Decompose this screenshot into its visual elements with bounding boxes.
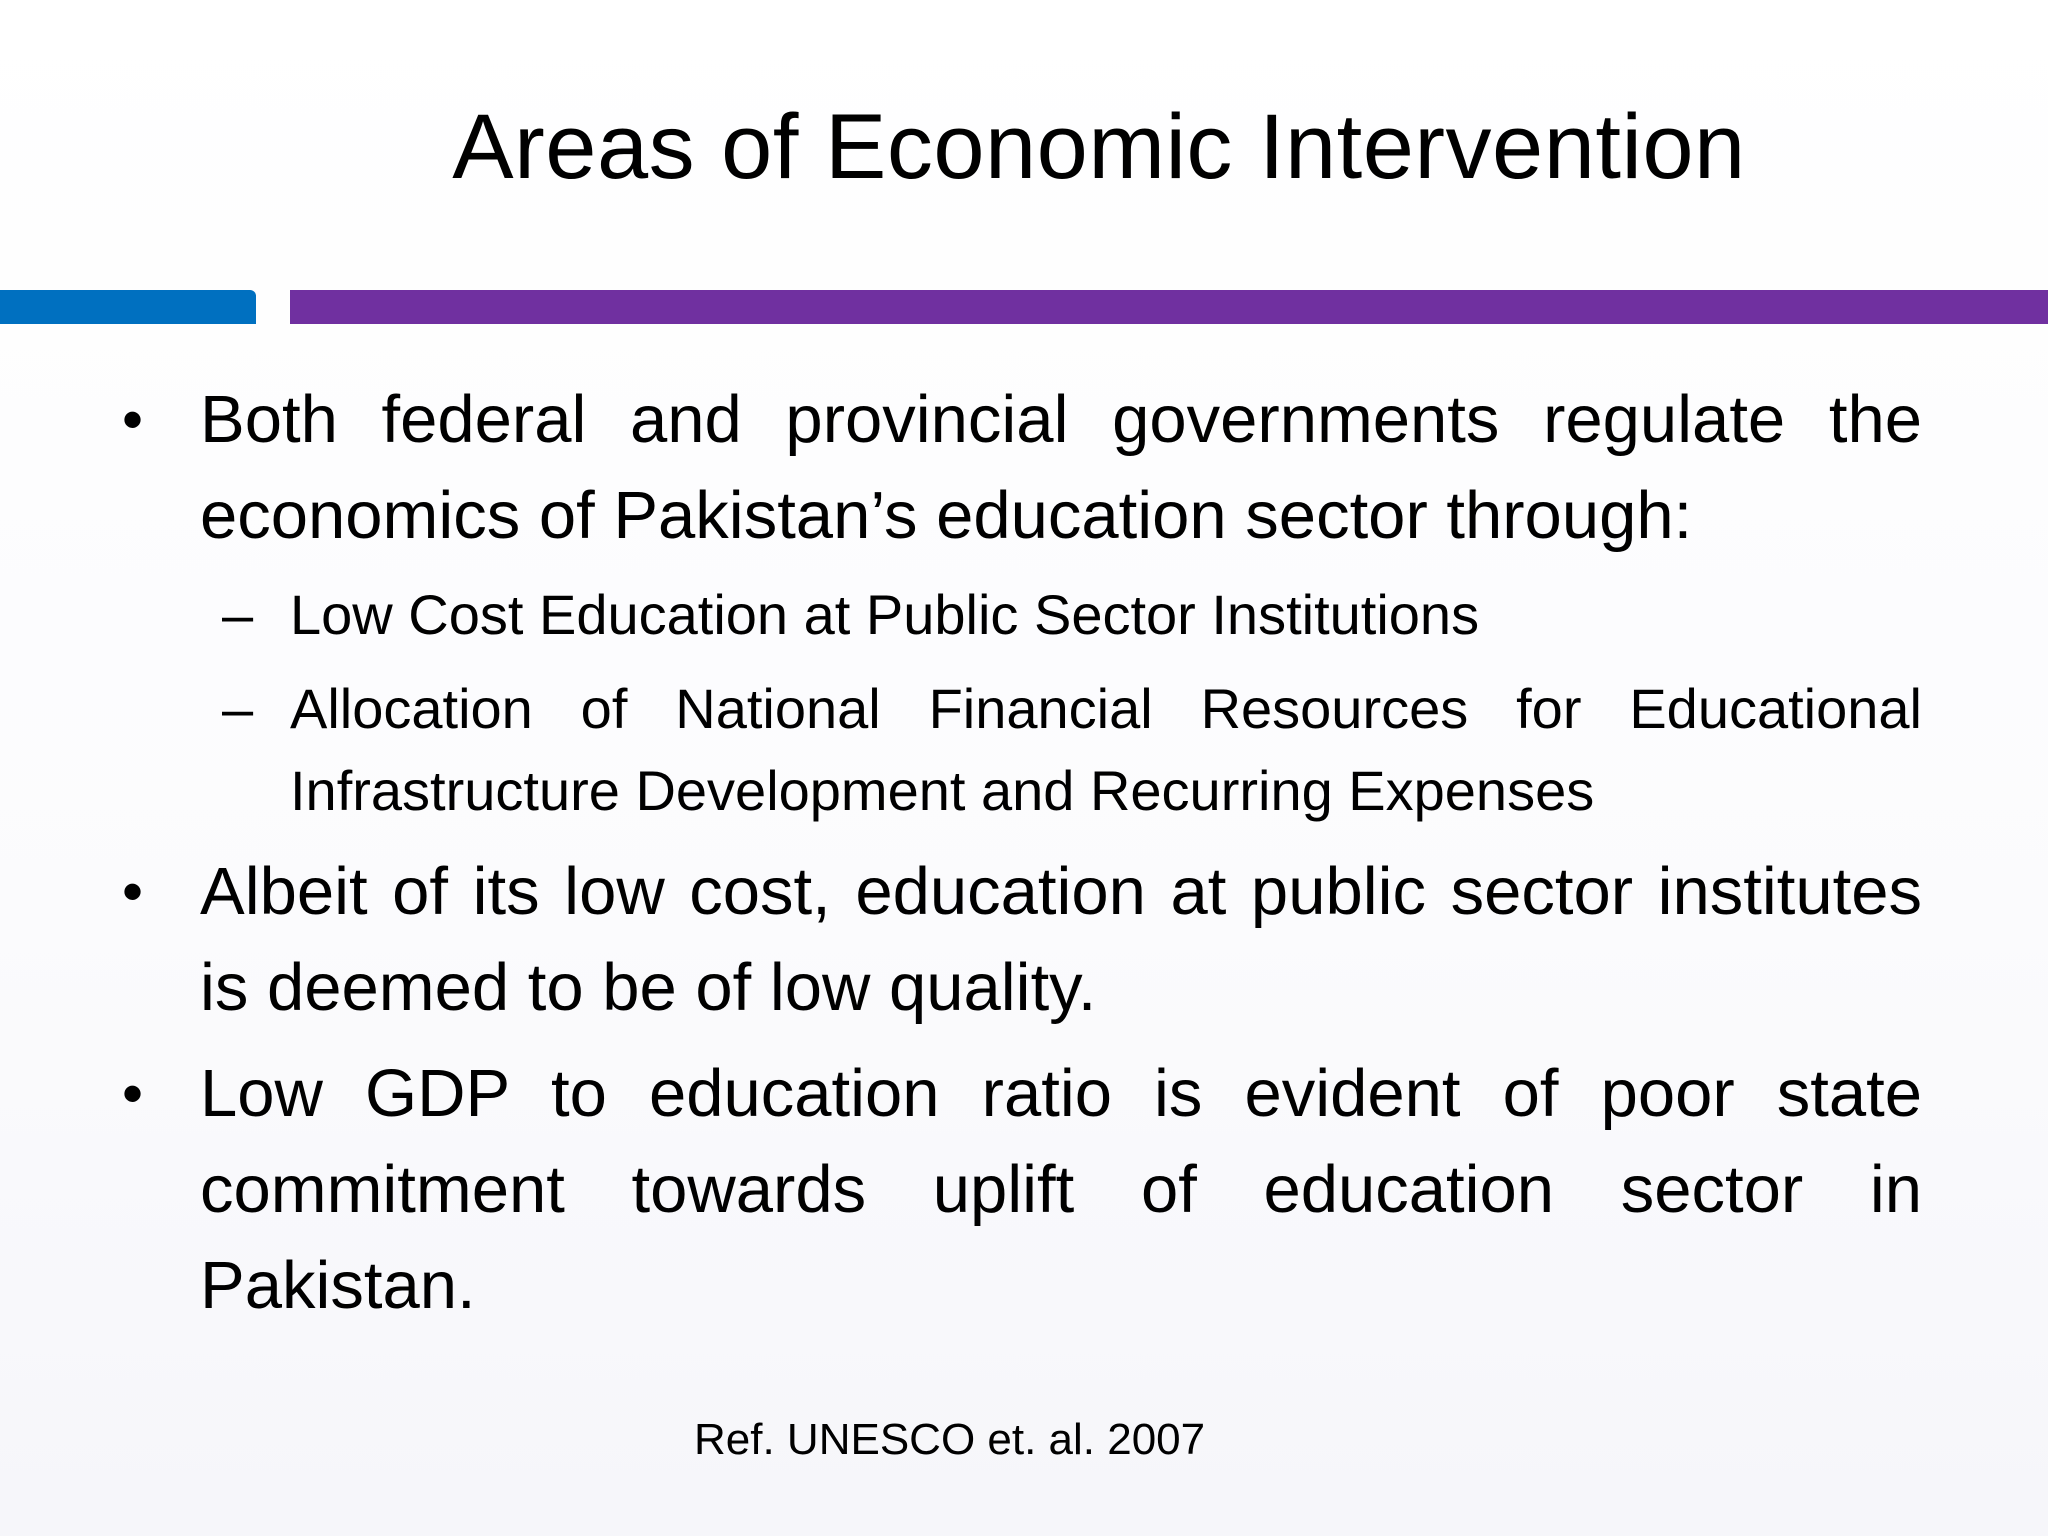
sub-bullet-text: Low Cost Education at Public Sector Institutions — [290, 583, 1480, 646]
sub-bullet-item — [118, 574, 1922, 656]
bullet-item — [118, 1046, 1922, 1334]
slide-title: Areas of Economic Intervention — [452, 96, 1746, 198]
accent-bar-purple — [290, 290, 2048, 324]
bullet-icon: • — [122, 386, 144, 453]
bullet-item — [118, 844, 1922, 1036]
sub-bullet-text: Allocation of National Financial Resources for Educational Infrastructure Development and Recurring Expenses — [290, 677, 1922, 822]
slide-content — [118, 372, 1922, 1344]
reference-text: Ref. UNESCO et. al. 2007 — [694, 1415, 1206, 1464]
dash-icon: – — [222, 677, 254, 740]
dash-icon: – — [222, 583, 254, 646]
bullet-text: Both federal and provincial governments regulate the economics of Pakistan’s education sector through: — [200, 382, 1922, 553]
bullet-icon: • — [122, 858, 144, 925]
bullet-icon: • — [122, 1060, 144, 1127]
accent-bar-blue — [0, 290, 256, 324]
bullet-item — [118, 372, 1922, 564]
bullet-text: Low GDP to education ratio is evident of poor state commitment towards uplift of education sector in Pakistan. — [200, 1056, 1922, 1323]
bullet-text: Albeit of its low cost, education at public sector institutes is deemed to be of low quality. — [200, 854, 1922, 1025]
sub-bullet-item — [118, 668, 1922, 832]
